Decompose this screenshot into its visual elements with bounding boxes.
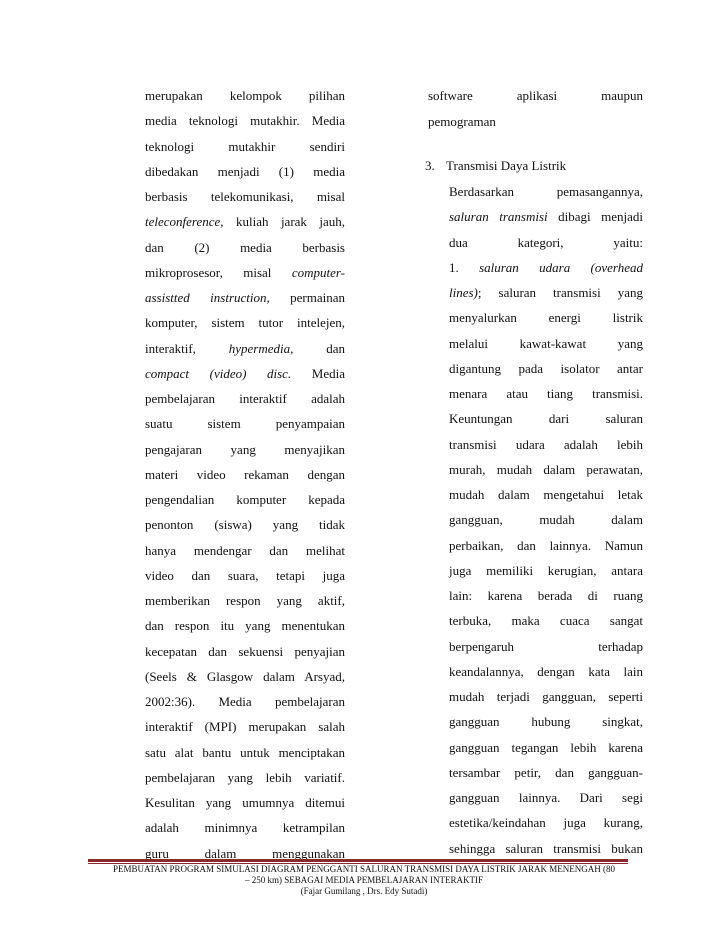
paragraph-line: sehingga saluran transmisi bukan (449, 841, 643, 856)
italic-term: compact (video) disc. (145, 366, 292, 381)
text-segment: , dan (290, 341, 345, 356)
paragraph-line: gangguan lainnya. Dari segi (449, 790, 643, 805)
paragraph-line: dan (2) media berbasis (145, 240, 345, 255)
paragraph-line: menyalurkan energi listrik (449, 310, 643, 325)
paragraph-line: pengajaran yang menyajikan (145, 442, 345, 457)
italic-term: lines) (449, 285, 478, 300)
paragraph-line: berpengaruh terhadap (449, 639, 643, 654)
paragraph-line: satu alat bantu untuk menciptakan (145, 745, 345, 760)
paragraph-line: berbasis telekomunikasi, misal (145, 189, 345, 204)
paragraph-line: pengendalian komputer kepada (145, 492, 345, 507)
footer-title-line-1: PEMBUATAN PROGRAM SIMULASI DIAGRAM PENGGANTI SALURAN TRANSMISI DAYA LISTRIK JARAK MENENGAH (80 (112, 864, 616, 874)
paragraph-line: dua kategori, yaitu: (449, 235, 643, 250)
paragraph-line (449, 285, 643, 301)
italic-term: computer- (291, 265, 345, 280)
paragraph-line: 2002:36). Media pembelajaran (145, 694, 345, 709)
paragraph-line: gangguan tegangan lebih karena (449, 740, 643, 755)
section-title: Transmisi Daya Listrik (446, 158, 567, 173)
text-segment: permainan (269, 290, 345, 305)
footer-authors: (Fajar Gumilang , Drs. Edy Sutadi) (300, 886, 428, 896)
paragraph-line: Keuntungan dari saluran (449, 411, 643, 426)
paragraph-line: Berdasarkan pemasangannya, (449, 184, 643, 199)
paragraph-line: digantung pada isolator antar (449, 361, 643, 376)
paragraph-line: materi video rekaman dengan (145, 467, 345, 482)
text-segment: interaktif, (145, 341, 229, 356)
paragraph-line: murah, mudah dalam perawatan, (449, 462, 643, 477)
text-segment: 1. (449, 260, 480, 275)
paragraph-line (145, 366, 345, 382)
paragraph-line: interaktif (MPI) merupakan salah (145, 719, 345, 734)
italic-term: saluran transmisi (449, 209, 548, 224)
paragraph-line: perbaikan, dan lainnya. Namun (449, 538, 643, 553)
paragraph-line: tersambar petir, dan gangguan- (449, 765, 643, 780)
italic-term: assistted instruction, (145, 290, 270, 305)
paragraph-line: (Seels & Glasgow dalam Arsyad, (145, 669, 345, 684)
paragraph-line: menara atau tiang transmisi. (449, 386, 643, 401)
text-segment: mikroprosesor, misal (145, 265, 292, 280)
paragraph-line (449, 209, 643, 225)
paragraph-line: gangguan, mudah dalam (449, 512, 643, 527)
page-footer (80, 864, 648, 897)
paragraph-line: melalui kawat-kawat yang (449, 336, 643, 351)
footer-divider (88, 859, 628, 862)
text-segment: ; saluran transmisi yang (477, 285, 643, 300)
paragraph-line: pembelajaran interaktif adalah (145, 391, 345, 406)
paragraph-line: Kesulitan yang umumnya ditemui (145, 795, 345, 810)
paragraph-line: juga memiliki kerugian, antara (449, 563, 643, 578)
text-segment: kuliah jarak jauh, (223, 214, 345, 229)
paragraph-line: mudah terjadi gangguan, seperti (449, 689, 643, 704)
italic-term: saluran udara (overhead (479, 260, 643, 275)
paragraph-line (145, 341, 345, 357)
paragraph-line: transmisi udara adalah lebih (449, 437, 643, 452)
paragraph-line: keandalannya, dengan kata lain (449, 664, 643, 679)
paragraph-line: penonton (siswa) yang tidak (145, 517, 345, 532)
italic-term: hypermedia (228, 341, 291, 356)
paragraph-line: video dan suara, tetapi juga (145, 568, 345, 583)
paragraph-line: guru dalam menggunakan (145, 846, 345, 861)
paragraph-line (449, 260, 643, 276)
section-heading (425, 158, 643, 174)
paragraph-line: gangguan hubung singkat, (449, 714, 643, 729)
paragraph-line: mudah dalam mengetahui letak (449, 487, 643, 502)
paragraph-line: media teknologi mutakhir. Media (145, 113, 345, 128)
italic-term: teleconference, (145, 214, 224, 229)
paragraph-line: lain: karena berada di ruang (449, 588, 643, 603)
paragraph-line: pemograman (428, 114, 496, 129)
paragraph-line: teknologi mutakhir sendiri (145, 139, 345, 154)
paragraph-line: dan respon itu yang menentukan (145, 618, 345, 633)
paragraph-line (145, 265, 345, 281)
paragraph-line (145, 214, 345, 230)
paragraph-line: kecepatan dan sekuensi penyajian (145, 644, 345, 659)
paragraph-line: merupakan kelompok pilihan (145, 88, 345, 103)
paragraph-line: estetika/keindahan juga kurang, (449, 815, 643, 830)
paragraph-line: dibedakan menjadi (1) media (145, 164, 345, 179)
paragraph-line: suatu sistem penyampaian (145, 416, 345, 431)
section-number: 3. (425, 158, 435, 173)
footer-title-line-2: – 250 km) SEBAGAI MEDIA PEMBELAJARAN INTERAKTIF (245, 875, 483, 885)
paragraph-line: terbuka, maka cuaca sangat (449, 613, 643, 628)
paragraph-line: pembelajaran yang lebih variatif. (145, 770, 345, 785)
paragraph-line: komputer, sistem tutor intelejen, (145, 315, 345, 330)
paragraph-line: hanya mendengar dan melihat (145, 543, 345, 558)
paragraph-line (145, 290, 345, 306)
text-segment: dibagi menjadi (547, 209, 643, 224)
paragraph-line: adalah minimnya ketrampilan (145, 820, 345, 835)
paragraph-line: memberikan respon yang aktif, (145, 593, 345, 608)
paragraph-line: software aplikasi maupun (428, 88, 643, 103)
text-segment: Media (291, 366, 345, 381)
